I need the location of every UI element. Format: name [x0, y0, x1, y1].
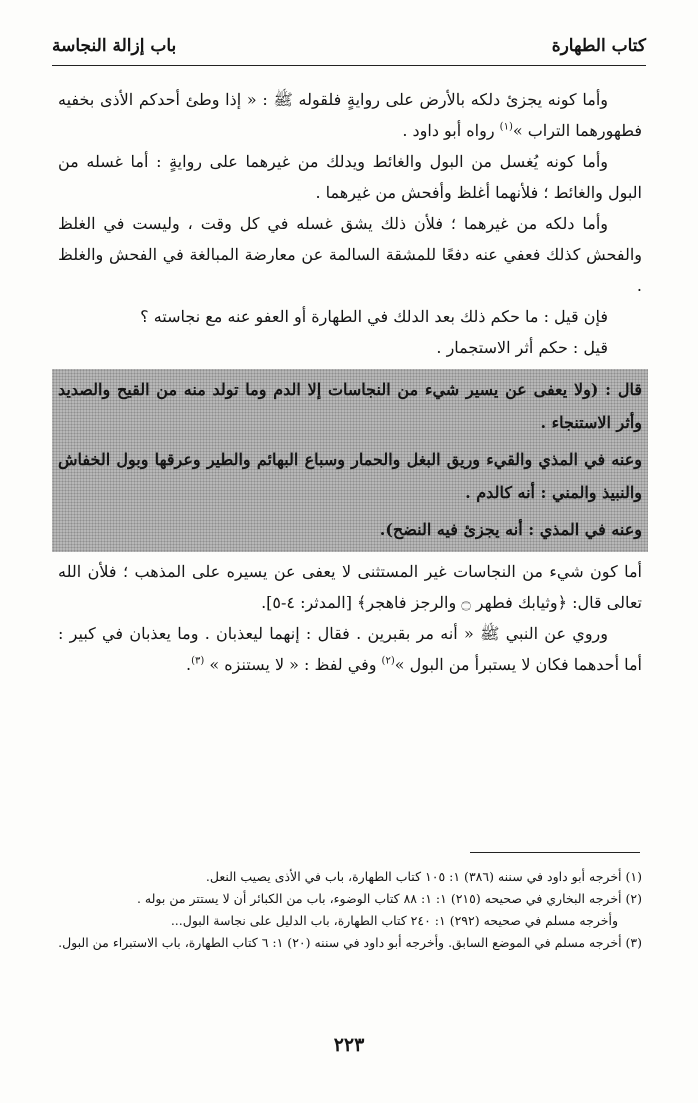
page-header	[52, 30, 646, 62]
main-text	[58, 84, 642, 680]
page-number: ٢٢٣	[333, 1034, 365, 1056]
paragraph-6: أما كون شيء من النجاسات غير المستثنى لا يعفى عن يسيره على المذهب ؛ فلأن الله تعالى قال: ﴿وثيابك فطهر ۝ والرجز فاهجر﴾ [المدثر: ٤-٥].	[58, 562, 642, 612]
paragraph-1-text: وأما كونه يجزئ دلكه بالأرض على روايةٍ فلقوله ﷺ : « إذا وطئ أحدكم الأذى بخفيه فطهورهما التراب »	[58, 90, 642, 140]
paragraph-7-text: وروي عن النبي ﷺ « أنه مر بقبرين . فقال : إنهما ليعذبان . وما يعذبان في كبير : أما أحدهما فكان لا يستبرأ من البول »	[58, 624, 642, 674]
book-title: كتاب الطهارة	[551, 36, 646, 56]
footnote-2-continued: وأخرجه مسلم في صحيحه (٢٩٢) ١: ٢٤٠ كتاب الطهارة، باب الدليل على نجاسة البول...	[170, 913, 618, 928]
footnote-divider	[470, 852, 640, 853]
footnote-ref-3[interactable]: (٣)	[191, 655, 205, 667]
footnote-1: (١) أخرجه أبو داود في سننه (٣٨٦) ١: ١٠٥ كتاب الطهارة، باب في الأذى يصيب النعل.	[205, 869, 642, 884]
paragraph-1-tail: رواه أبو داود .	[402, 121, 500, 140]
matn-line-1: قال : (ولا يعفى عن يسير شيء من النجاسات إلا الدم وما تولد منه من القيح والصديد وأثر الاستنجاء .	[58, 380, 642, 432]
paragraph-4: فإن قيل : ما حكم ذلك بعد الدلك في الطهارة أو العفو عنه مع نجاسته ؟	[140, 307, 608, 326]
paragraph-1	[58, 84, 642, 146]
matn-line-2: وعنه في المذي والقيء وريق البغل والحمار وسباع البهائم والطير وعرقها وبول الخفاش والنبيذ والمني : أنه كالدم .	[58, 450, 642, 502]
chapter-title: باب إزالة النجاسة	[52, 36, 177, 56]
paragraph-2: وأما كونه يُغسل من البول والغائط ويدلك من غيرهما على روايةٍ : أما غسله من البول والغائط ؛ فلأنهما أغلظ وأفحش من غيرهما .	[58, 152, 642, 202]
footnote-ref-1[interactable]: (١)	[499, 121, 513, 133]
footnote-3: (٣) أخرجه مسلم في الموضع السابق. وأخرجه أبو داود في سننه (٢٠) ١: ٦ كتاب الطهارة، باب الاستبراء من البول.	[58, 935, 642, 950]
header-divider	[52, 65, 646, 66]
footnote-ref-2[interactable]: (٢)	[381, 655, 395, 667]
matn-box	[52, 369, 648, 552]
matn-line-3: وعنه في المذي : أنه يجزئ فيه النضح).	[379, 520, 642, 539]
paragraph-7	[58, 618, 642, 680]
paragraph-5: قيل : حكم أثر الاستجمار .	[436, 338, 608, 357]
paragraph-3: وأما دلكه من غيرهما ؛ فلأن ذلك يشق غسله في كل وقت ، وليست في الغلظ والفحش كذلك فعفي عنه دفعًا للمشقة السالمة عن معارضة المبالغة في الفحش والغلظ .	[58, 214, 642, 295]
paragraph-7-end: .	[186, 655, 192, 674]
paragraph-7-mid: وفي لفظ : « لا يستنزه »	[209, 655, 382, 674]
footnote-2: (٢) أخرجه البخاري في صحيحه (٢١٥) ١: ١: ٨٨ كتاب الوضوء، باب من الكبائر أن لا يستتر من بوله .	[136, 891, 642, 906]
footnotes	[52, 866, 642, 954]
